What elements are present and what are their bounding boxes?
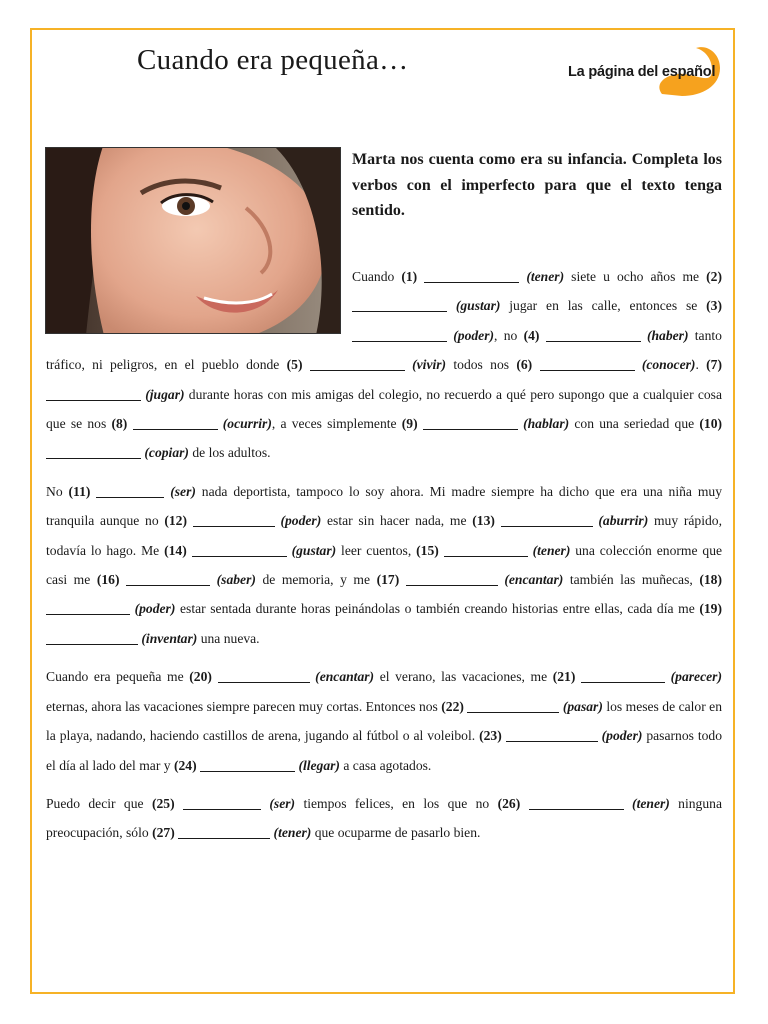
verb-hint: (pasar)	[562, 698, 603, 714]
item-number: (18)	[699, 572, 722, 588]
text-segment: muy rápido, todavía lo hago. Me	[46, 513, 723, 558]
verb-hint: (jugar)	[145, 386, 185, 402]
answer-blank[interactable]	[581, 681, 665, 683]
verb-hint: (tener)	[532, 542, 571, 558]
item-number: (24)	[173, 757, 197, 773]
text-segment: Cuando	[352, 269, 402, 284]
text-segment: ninguna preocupación, sólo	[46, 795, 722, 841]
answer-blank[interactable]	[406, 584, 498, 586]
answer-blank[interactable]	[444, 555, 528, 557]
answer-blank[interactable]	[540, 369, 635, 371]
answer-blank[interactable]	[423, 428, 518, 430]
verb-hint: (ser)	[269, 795, 296, 811]
item-number: (22)	[441, 698, 464, 714]
text-segment: nada deportista, tampoco lo soy ahora. Mi madre siempre ha dicho que era una niña muy tranquila aunque no	[46, 483, 723, 529]
verb-hint: (poder)	[601, 728, 643, 744]
verb-hint: (gustar)	[455, 298, 501, 314]
verb-hint: (gustar)	[291, 542, 337, 558]
answer-blank[interactable]	[424, 281, 519, 283]
verb-hint: (parecer)	[670, 669, 722, 685]
answer-blank[interactable]	[546, 340, 641, 342]
verb-hint: (tener)	[632, 795, 670, 811]
verb-hint: (ser)	[170, 483, 196, 499]
answer-blank[interactable]	[46, 643, 138, 645]
item-number: (1)	[401, 269, 418, 284]
text-segment: todos nos	[446, 357, 517, 373]
verb-hint: (poder)	[453, 327, 495, 343]
text-segment: No	[46, 483, 69, 499]
answer-blank[interactable]	[96, 496, 164, 498]
answer-blank[interactable]	[46, 399, 141, 401]
exercise-paragraph	[46, 262, 722, 468]
text-segment: el verano, las vacaciones, me	[374, 669, 553, 685]
exercise-paragraph	[46, 477, 722, 653]
verb-hint: (encantar)	[315, 669, 375, 685]
photo-spacer	[46, 262, 352, 350]
text-segment: de memoria, y me	[255, 572, 377, 588]
item-number: (20)	[189, 669, 212, 685]
verb-hint: (ocurrir)	[222, 416, 272, 432]
text-segment: siete u ocho años me	[564, 269, 707, 284]
item-number: (9)	[401, 416, 418, 432]
answer-blank[interactable]	[506, 740, 598, 742]
answer-blank[interactable]	[46, 613, 130, 615]
verb-hint: (vivir)	[412, 357, 447, 373]
answer-blank[interactable]	[183, 808, 261, 810]
logo-text-b: español	[661, 64, 716, 80]
answer-blank[interactable]	[133, 428, 218, 430]
verb-hint: (saber)	[216, 572, 256, 588]
answer-blank[interactable]	[467, 711, 559, 713]
text-segment: , no	[494, 327, 524, 343]
verb-hint: (tener)	[273, 825, 312, 841]
item-number: (7)	[706, 357, 722, 373]
verb-hint: (haber)	[646, 327, 689, 343]
answer-blank[interactable]	[193, 525, 275, 527]
text-segment: de los adultos.	[188, 445, 271, 461]
text-segment: los meses de calor en la playa, nadando, haciendo castillos de arena, jugando al fútbol o al voleibol.	[46, 698, 723, 744]
text-segment: , a veces simplemente	[271, 416, 402, 432]
verb-hint: (copiar)	[144, 445, 189, 461]
verb-hint: (encantar)	[504, 572, 564, 588]
verb-hint: (llegar)	[298, 757, 340, 773]
text-segment: eternas, ahora las vacaciones siempre parecen muy cortas. Entonces nos	[46, 698, 442, 714]
item-number: (11)	[68, 483, 91, 499]
verb-hint: (poder)	[134, 601, 176, 617]
text-segment: se	[685, 298, 707, 314]
item-number: (26)	[497, 795, 521, 811]
text-segment: .	[695, 357, 707, 373]
text-segment: tiempos felices, en los que no	[295, 795, 498, 811]
item-number: (16)	[96, 572, 120, 588]
item-number: (2)	[706, 269, 722, 284]
item-number: (19)	[699, 601, 722, 617]
answer-blank[interactable]	[200, 770, 295, 772]
text-segment: durante horas con mis amigas del colegio, no recuerdo a qué pero supongo que a cualquier cosa que se nos	[46, 386, 722, 432]
item-number: (4)	[523, 327, 540, 343]
item-number: (15)	[416, 542, 439, 558]
verb-hint: (inventar)	[141, 630, 198, 646]
text-segment: pasarnos todo el día al lado del mar y	[46, 728, 722, 773]
answer-blank[interactable]	[178, 837, 270, 839]
answer-blank[interactable]	[46, 457, 141, 459]
verb-hint: (poder)	[280, 513, 322, 529]
verb-hint: (aburrir)	[598, 513, 649, 529]
logo-text-a: La página del	[568, 64, 662, 80]
answer-blank[interactable]	[501, 525, 593, 527]
answer-blank[interactable]	[126, 584, 210, 586]
verb-hint: (hablar)	[523, 416, 570, 432]
item-number: (6)	[516, 357, 533, 373]
text-segment: estar sin hacer nada, me	[321, 513, 473, 529]
text-segment: con una seriedad que	[569, 416, 700, 432]
instructions: Marta nos cuenta como era su infancia. Completa los verbos con el imperfecto para que el texto tenga sentido.	[352, 151, 722, 219]
exercise-text	[46, 262, 722, 857]
exercise-paragraph	[46, 662, 722, 780]
text-segment: también las muñecas,	[563, 572, 700, 588]
item-number: (25)	[151, 795, 175, 811]
item-number: (14)	[164, 542, 187, 558]
text-segment: tanto tráfico, ni peligros, en el pueblo donde	[46, 327, 722, 373]
text-segment: a casa agotados.	[339, 757, 432, 773]
item-number: (21)	[552, 669, 576, 685]
answer-blank[interactable]	[529, 808, 624, 810]
item-number: (12)	[164, 513, 188, 529]
item-number: (17)	[376, 572, 400, 588]
answer-blank[interactable]	[310, 369, 405, 371]
item-number: (13)	[472, 513, 495, 529]
page-title: Cuando era pequeña…	[137, 44, 409, 76]
text-segment: Puedo decir que	[46, 795, 152, 811]
text-segment: estar sentada durante horas peinándolas o también creando historias entre ellas, cada día me	[175, 601, 700, 617]
text-segment: que ocuparme de pasarlo bien.	[311, 825, 481, 841]
verb-hint: (conocer)	[641, 357, 696, 373]
text-segment: leer cuentos,	[336, 542, 417, 558]
item-number: (27)	[152, 825, 175, 841]
verb-hint: (tener)	[526, 269, 565, 284]
answer-blank[interactable]	[352, 310, 447, 312]
item-number: (8)	[111, 416, 128, 432]
item-number: (23)	[479, 728, 502, 744]
answer-blank[interactable]	[218, 681, 310, 683]
item-number: (3)	[706, 298, 722, 314]
exercise-paragraph	[46, 789, 722, 848]
answer-blank[interactable]	[192, 555, 287, 557]
text-segment: jugar en las calle, entonces	[500, 298, 686, 314]
text-segment: una nueva.	[197, 630, 260, 646]
item-number: (10)	[699, 416, 723, 432]
text-segment: Cuando era pequeña me	[46, 669, 190, 685]
text-segment: una colección enorme que casi me	[46, 542, 723, 588]
answer-blank[interactable]	[352, 340, 447, 342]
item-number: (5)	[286, 357, 303, 373]
logo	[568, 64, 715, 80]
